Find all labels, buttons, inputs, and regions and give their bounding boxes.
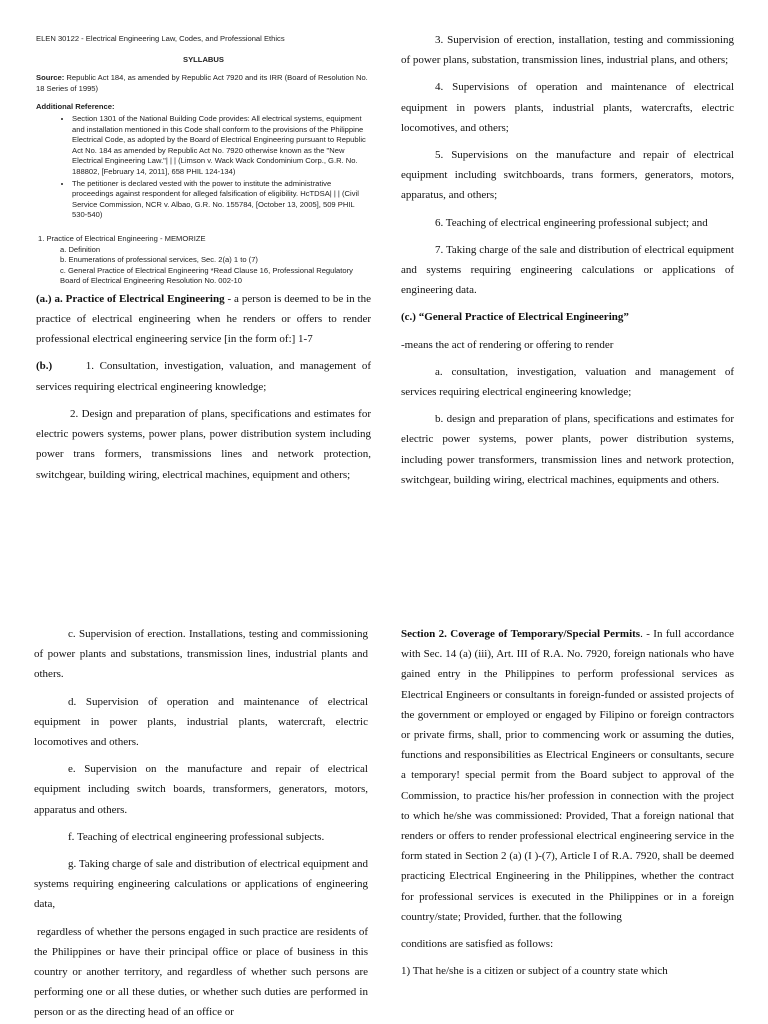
outline-item-1: 1. Practice of Electrical Engineering - MEMORIZE (38, 233, 206, 243)
source-text: Republic Act 184, as amended by Republic Act 7920 and its IRR (Board of Resolution No. 18 Series of 1995) (36, 73, 368, 93)
para-general-f: f. Teaching of electrical engineering professional subjects. (68, 830, 325, 843)
outline-subitem-list (36, 245, 371, 287)
outline-subitem: a. Definition (60, 244, 101, 254)
practice-definition-block (36, 289, 374, 485)
page-quadrant-bottom-right (401, 624, 734, 1024)
source-label: Source: (36, 73, 65, 83)
para-a-heading: (a.) a. Practice of Electrical Engineering (36, 292, 225, 305)
para-practice-definition: (a.) a. Practice of Electrical Engineering - a person is deemed to be in the practice of electrical engineering when he renders or offers to render professional electrical engineering service [in the form of:] 1-7 (36, 292, 371, 346)
page-quadrant-top-right (401, 30, 734, 590)
para-general-b: b. design and preparation of plans, specifications and estimates for electric power systems, power plants, power distribution systems, including power transformers, transmission lines and network protection, switchgear, building wiring, electrical machines, equipments and others. (401, 413, 734, 486)
section-2-heading: Section 2. Coverage of Temporary/Special Permits (401, 628, 641, 640)
additional-reference-heading: Additional Reference: (36, 102, 115, 112)
source-line (36, 73, 371, 94)
outline-subitem: b. Enumerations of professional services, Sec. 2(a) 1 to (7) (60, 255, 258, 265)
conditions-line: conditions are satisfied as follows: (401, 938, 554, 951)
page-quadrant-top-left (36, 30, 374, 590)
course-title: ELEN 30122 - Electrical Engineering Law, Codes, and Professional Ethics (36, 34, 285, 43)
para-general-d: d. Supervision of operation and maintenance of electrical equipment in power plants, industrial plants, watercraft, electric locomotives and others. (34, 695, 368, 749)
syllabus-heading: SYLLABUS (183, 54, 224, 64)
reference-bullet: • The petitioner is declared vested with the power to institute the administrative proceedings against respondent for alleged falsification of eligibility. HcTDSA| | | (Civil Service Commission, NCR v. Albao, G.R. No. 155784, [October 13, 2005], 509 PHIL 530-540) (72, 179, 371, 221)
reference-bullet: • Section 1301 of the National Building Code provides: All electrical systems, equipment and installation mentioned in this Code shall conform to the provisions of the Philippine Electrical Code, as adopted by the Board of Electrical Engineering pursuant to Republic Act No. 184 as amended by Republic Act No. 7920 otherwise known as the "New Electrical Engineering Law."| | | (Limson v. Wack Wack Condominium Corp., G.R. No. 188802, [February 14, 2011], 658 PHIL 124-134) (72, 114, 371, 178)
para-item-5: 5. Supervisions on the manufacture and repair of electrical equipment including switchboards, trans formers, generators, motors, apparatus, and others; (401, 149, 734, 202)
syllabus-header-block (36, 34, 371, 287)
para-general-g: g. Taking charge of sale and distribution of electrical equipment and systems requiring engineering calculations or applications of engineering data, (34, 858, 368, 911)
para-section-2: Section 2. Coverage of Temporary/Special Permits. - In full accordance with Sec. 14 (a) (iii), Art. III of R.A. No. 7920, foreign nationals who have gained entry in the Philippines to perform professional services as Electrical Engineers or consultants in foreign-funded or assisted projects of the government or employed or engaged by Filipino or foreign contractors or private firms, shall, prior to commencing work or assuming the duties, functions and responsibilities as Electrical Engineers or consultants, secure a temporary! special permit from the Board subject to approval of the Commission, to practice his/her profession in connection with the project to which he/she was commissioned: Provided, That a foreign national that renders or offers to render professional electrical engineering service in the form stated in Section 2 (a) (I )-(7), Article I of R.A. 7920, shall be deemed practicing Electrical Engineering in the Philippines, whether the contract for professional services is executed in the Philippines or in a foreign country/state; Provided, further. that the following (401, 628, 734, 923)
para-general-a: a. consultation, investigation, valuation and management of services requiring electrical engineering knowledge; (401, 365, 734, 399)
condition-item-1: 1) That he/she is a citizen or subject of a country state which (401, 965, 668, 978)
para-general-e: e. Supervision on the manufacture and repair of electrical equipment including switch boards, transformers, generators, motors, apparatus and others. (34, 763, 368, 816)
para-general-c: c. Supervision of erection. Installations, testing and commissioning of power plants and substations, transmission lines, industrial plants and others. (34, 628, 368, 681)
para-item-6: 6. Teaching of electrical engineering professional subject; and (435, 216, 708, 229)
outline-subitem: c. General Practice of Electrical Engineering *Read Clause 16, Professional Regulatory Board of Electrical Engineering Resolution No. 002-10 (60, 265, 353, 286)
para-regardless: regardless of whether the persons engaged in such practice are residents of the Philippines or have their principal office or place of business in this country or another territory, and regardless of whether such persons are performing one or all these duties, or whether such duties are performed in person or as the directing head of an office or (34, 925, 371, 1019)
reference-bullet-list (36, 114, 371, 221)
means-line: -means the act of rendering or offering to render (401, 338, 614, 351)
general-practice-heading: (c.) “General Practice of Electrical Engineering” (401, 311, 629, 324)
para-b-2: 2. Design and preparation of plans, specifications and estimates for electric powers systems, power plans, power distribution system including power trans formers, transmissions lines and network protection, switchgear, building wiring, electrical machines, equipment and others; (36, 407, 371, 481)
para-b-1: (b.) 1. Consultation, investigation, valuation, and management of services requiring electrical engineering knowledge; (36, 360, 374, 393)
para-b-label: (b.) (36, 360, 53, 373)
page-quadrant-bottom-left (34, 624, 371, 1024)
para-item-7: 7. Taking charge of the sale and distribution of electrical equipment and systems requiring engineering calculations or applications of engineering data. (401, 243, 734, 297)
para-item-4: 4. Supervisions of operation and maintenance of electrical equipment in powers plants, industrial plants, watercrafts, electric locomotives, and others; (401, 81, 734, 134)
para-item-3: 3. Supervision of erection, installation, testing and commissioning of power plans, substation, transmission lines, industrial plans, and others; (401, 34, 734, 67)
